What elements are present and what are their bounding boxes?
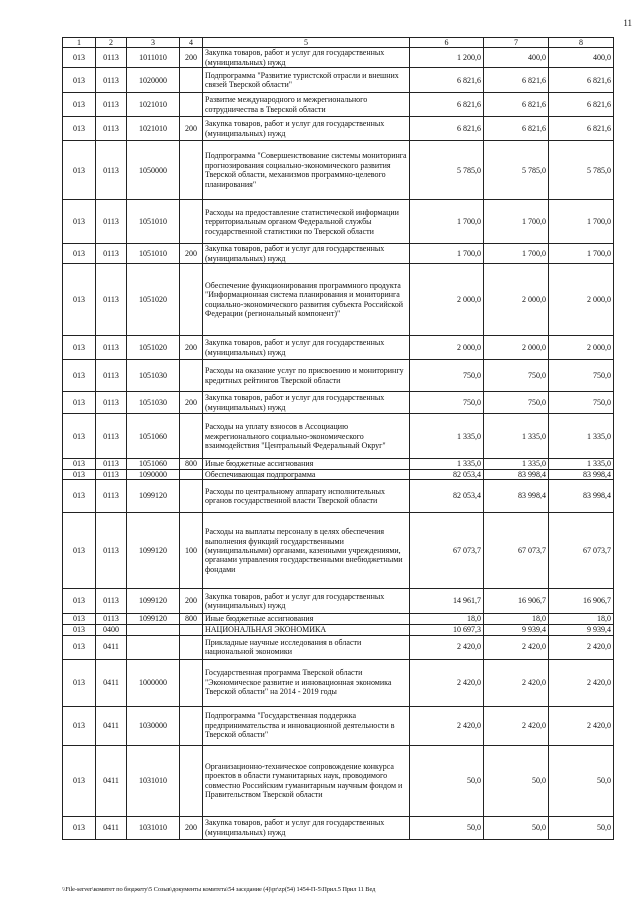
cell-amount-col6: 1 200,0: [410, 48, 484, 68]
table-row: [63, 469, 614, 479]
table-row: [63, 659, 614, 706]
cell-amount-col8: 6 821,6: [549, 68, 614, 93]
budget-table-body: [63, 48, 614, 839]
table-row: [63, 589, 614, 614]
cell-target-code: 1051020: [127, 336, 180, 360]
cell-amount-col8: 1 700,0: [549, 200, 614, 244]
budget-table: [62, 37, 614, 840]
cell-code-1: 013: [63, 360, 96, 392]
table-row: [63, 48, 614, 68]
cell-amount-col6: 50,0: [410, 816, 484, 839]
cell-amount-col8: 67 073,7: [549, 513, 614, 589]
cell-expense-type: [180, 635, 203, 659]
cell-description: Закупка товаров, работ и услуг для государственных (муниципальных) нужд: [203, 816, 410, 839]
cell-amount-col8: 16 906,7: [549, 589, 614, 614]
cell-code-1: 013: [63, 244, 96, 264]
cell-amount-col8: 6 821,6: [549, 93, 614, 117]
cell-description: Обеспечение функционирования программного продукта "Информационная система планирования и мониторинга социально-экономического развития субъекта Российской Федерации (региональный компонент)": [203, 264, 410, 336]
cell-amount-col7: 750,0: [484, 360, 549, 392]
cell-code-1: 013: [63, 68, 96, 93]
cell-amount-col7: 16 906,7: [484, 589, 549, 614]
cell-code-1: 013: [63, 659, 96, 706]
cell-amount-col6: 5 785,0: [410, 141, 484, 200]
cell-amount-col7: 50,0: [484, 745, 549, 816]
cell-amount-col6: 82 053,4: [410, 469, 484, 479]
cell-amount-col8: 750,0: [549, 360, 614, 392]
table-row: [63, 244, 614, 264]
cell-expense-type: 200: [180, 48, 203, 68]
column-header: 1: [63, 38, 96, 48]
cell-amount-col7: 83 998,4: [484, 480, 549, 513]
cell-expense-type: 800: [180, 459, 203, 469]
cell-section: 0113: [96, 360, 127, 392]
cell-target-code: 1021010: [127, 117, 180, 141]
cell-description: Подпрограмма "Государственная поддержка предпринимательства и инновационной деятельности в Тверской области": [203, 706, 410, 745]
cell-description: Иные бюджетные ассигнования: [203, 614, 410, 624]
cell-expense-type: 200: [180, 589, 203, 614]
cell-description: Расходы на оказание услуг по присвоению и мониторингу кредитных рейтингов Тверской области: [203, 360, 410, 392]
cell-amount-col7: 6 821,6: [484, 93, 549, 117]
cell-target-code: 1099120: [127, 614, 180, 624]
cell-amount-col7: 2 000,0: [484, 336, 549, 360]
cell-amount-col8: 2 420,0: [549, 635, 614, 659]
cell-target-code: 1051010: [127, 244, 180, 264]
cell-expense-type: 800: [180, 614, 203, 624]
table-row: [63, 200, 614, 244]
table-row: [63, 480, 614, 513]
cell-code-1: 013: [63, 480, 96, 513]
cell-amount-col6: 2 420,0: [410, 659, 484, 706]
cell-expense-type: 200: [180, 392, 203, 414]
cell-section: 0113: [96, 469, 127, 479]
cell-section: 0113: [96, 414, 127, 459]
cell-expense-type: [180, 469, 203, 479]
cell-expense-type: [180, 624, 203, 635]
table-row: [63, 93, 614, 117]
cell-description: Иные бюджетные ассигнования: [203, 459, 410, 469]
cell-description: Расходы на уплату взносов в Ассоциацию межрегионального социально-экономического взаимодействия "Центральный Федеральный Округ": [203, 414, 410, 459]
cell-amount-col7: 9 939,4: [484, 624, 549, 635]
cell-amount-col8: 1 700,0: [549, 244, 614, 264]
cell-amount-col8: 9 939,4: [549, 624, 614, 635]
cell-target-code: 1030000: [127, 706, 180, 745]
cell-code-1: 013: [63, 414, 96, 459]
page-number: 11: [623, 18, 632, 28]
cell-amount-col8: 2 000,0: [549, 336, 614, 360]
column-header: 4: [180, 38, 203, 48]
cell-amount-col6: 6 821,6: [410, 68, 484, 93]
cell-expense-type: 100: [180, 513, 203, 589]
cell-section: 0113: [96, 264, 127, 336]
cell-code-1: 013: [63, 392, 96, 414]
cell-amount-col6: 82 053,4: [410, 480, 484, 513]
table-row: [63, 117, 614, 141]
cell-expense-type: [180, 745, 203, 816]
column-header: 3: [127, 38, 180, 48]
cell-amount-col7: 67 073,7: [484, 513, 549, 589]
cell-target-code: 1021010: [127, 93, 180, 117]
table-row: [63, 635, 614, 659]
cell-description: Расходы по центральному аппарату исполнительных органов государственной власти Тверской области: [203, 480, 410, 513]
table-row: [63, 706, 614, 745]
cell-code-1: 013: [63, 706, 96, 745]
cell-expense-type: [180, 68, 203, 93]
cell-amount-col6: 14 961,7: [410, 589, 484, 614]
cell-amount-col7: 400,0: [484, 48, 549, 68]
cell-section: 0113: [96, 68, 127, 93]
cell-target-code: 1099120: [127, 480, 180, 513]
cell-description: Развитие международного и межрегионального сотрудничества в Тверской области: [203, 93, 410, 117]
cell-code-1: 013: [63, 459, 96, 469]
cell-section: 0113: [96, 117, 127, 141]
cell-amount-col8: 50,0: [549, 745, 614, 816]
column-header: 2: [96, 38, 127, 48]
table-row: [63, 392, 614, 414]
cell-code-1: 013: [63, 48, 96, 68]
cell-code-1: 013: [63, 141, 96, 200]
cell-amount-col7: 83 998,4: [484, 469, 549, 479]
table-row: [63, 414, 614, 459]
cell-amount-col6: 67 073,7: [410, 513, 484, 589]
cell-amount-col8: 18,0: [549, 614, 614, 624]
cell-code-1: 013: [63, 513, 96, 589]
cell-section: 0113: [96, 141, 127, 200]
cell-description: Подпрограмма "Развитие туристской отрасли и внешних связей Тверской области": [203, 68, 410, 93]
cell-section: 0113: [96, 244, 127, 264]
cell-amount-col7: 1 700,0: [484, 200, 549, 244]
cell-target-code: 1020000: [127, 68, 180, 93]
cell-amount-col7: 18,0: [484, 614, 549, 624]
cell-section: 0411: [96, 706, 127, 745]
table-row: [63, 336, 614, 360]
table-row: [63, 68, 614, 93]
cell-target-code: 1099120: [127, 589, 180, 614]
cell-amount-col7: 2 000,0: [484, 264, 549, 336]
cell-amount-col8: 2 420,0: [549, 659, 614, 706]
cell-description: Подпрограмма "Совершенствование системы мониторинга прогнозирования социально-экономического развития Тверской области, механизмов программно-целевого планирования": [203, 141, 410, 200]
cell-section: 0400: [96, 624, 127, 635]
cell-amount-col7: 1 700,0: [484, 244, 549, 264]
cell-amount-col8: 1 335,0: [549, 414, 614, 459]
cell-amount-col7: 1 335,0: [484, 414, 549, 459]
cell-target-code: 1051030: [127, 360, 180, 392]
cell-description: Закупка товаров, работ и услуг для государственных (муниципальных) нужд: [203, 589, 410, 614]
cell-amount-col7: 6 821,6: [484, 68, 549, 93]
cell-amount-col6: 6 821,6: [410, 117, 484, 141]
cell-description: Закупка товаров, работ и услуг для государственных (муниципальных) нужд: [203, 392, 410, 414]
cell-amount-col8: 83 998,4: [549, 480, 614, 513]
table-row: [63, 264, 614, 336]
cell-amount-col8: 750,0: [549, 392, 614, 414]
cell-amount-col7: 2 420,0: [484, 635, 549, 659]
cell-expense-type: [180, 480, 203, 513]
cell-amount-col6: 750,0: [410, 392, 484, 414]
cell-amount-col7: 6 821,6: [484, 117, 549, 141]
cell-description: Расходы на выплаты персоналу в целях обеспечения выполнения функций государственными (муниципальными) органами, казенными учреждениями, органами управления государственными внебюджетными фондами: [203, 513, 410, 589]
cell-description: Закупка товаров, работ и услуг для государственных (муниципальных) нужд: [203, 336, 410, 360]
cell-description: Закупка товаров, работ и услуг для государственных (муниципальных) нужд: [203, 117, 410, 141]
cell-amount-col6: 6 821,6: [410, 93, 484, 117]
column-header: 7: [484, 38, 549, 48]
cell-amount-col6: 2 000,0: [410, 336, 484, 360]
cell-expense-type: 200: [180, 816, 203, 839]
cell-expense-type: [180, 264, 203, 336]
file-path-footer: \\File-server\комитет по бюджету\5 Созыв\документы комитета\54 заседание (4)\pr\zp(54) 1454-П-5\Прил.5 Прил 11 Вед: [62, 886, 376, 893]
cell-section: 0113: [96, 614, 127, 624]
cell-section: 0411: [96, 745, 127, 816]
cell-code-1: 013: [63, 614, 96, 624]
cell-target-code: 1051060: [127, 414, 180, 459]
cell-amount-col6: 10 697,3: [410, 624, 484, 635]
cell-section: 0411: [96, 816, 127, 839]
cell-amount-col6: 2 420,0: [410, 635, 484, 659]
cell-expense-type: [180, 93, 203, 117]
cell-expense-type: [180, 414, 203, 459]
cell-code-1: 013: [63, 117, 96, 141]
cell-code-1: 013: [63, 264, 96, 336]
cell-amount-col7: 2 420,0: [484, 706, 549, 745]
cell-target-code: 1051060: [127, 459, 180, 469]
table-row: [63, 816, 614, 839]
cell-amount-col7: 50,0: [484, 816, 549, 839]
table-row: [63, 459, 614, 469]
cell-description: НАЦИОНАЛЬНАЯ ЭКОНОМИКА: [203, 624, 410, 635]
cell-description: Прикладные научные исследования в области национальной экономики: [203, 635, 410, 659]
cell-code-1: 013: [63, 200, 96, 244]
cell-section: 0113: [96, 48, 127, 68]
cell-amount-col8: 83 998,4: [549, 469, 614, 479]
cell-section: 0113: [96, 200, 127, 244]
column-header: 8: [549, 38, 614, 48]
table-row: [63, 745, 614, 816]
table-row: [63, 360, 614, 392]
cell-expense-type: [180, 141, 203, 200]
cell-target-code: [127, 635, 180, 659]
cell-amount-col6: 2 420,0: [410, 706, 484, 745]
cell-amount-col6: 1 335,0: [410, 459, 484, 469]
cell-amount-col8: 2 420,0: [549, 706, 614, 745]
cell-code-1: 013: [63, 624, 96, 635]
cell-amount-col7: 5 785,0: [484, 141, 549, 200]
cell-code-1: 013: [63, 816, 96, 839]
cell-target-code: 1099120: [127, 513, 180, 589]
cell-expense-type: 200: [180, 336, 203, 360]
cell-target-code: 1031010: [127, 816, 180, 839]
column-header: 6: [410, 38, 484, 48]
cell-section: 0113: [96, 480, 127, 513]
column-header: 5: [203, 38, 410, 48]
cell-section: 0411: [96, 659, 127, 706]
cell-description: Государственная программа Тверской области "Экономическое развитие и инновационная экономика Тверской области" на 2014 - 2019 годы: [203, 659, 410, 706]
cell-amount-col6: 1 335,0: [410, 414, 484, 459]
cell-amount-col8: 400,0: [549, 48, 614, 68]
cell-section: 0411: [96, 635, 127, 659]
cell-section: 0113: [96, 459, 127, 469]
cell-amount-col8: 50,0: [549, 816, 614, 839]
cell-amount-col7: 750,0: [484, 392, 549, 414]
cell-section: 0113: [96, 93, 127, 117]
cell-code-1: 013: [63, 589, 96, 614]
cell-code-1: 013: [63, 93, 96, 117]
cell-section: 0113: [96, 513, 127, 589]
cell-amount-col6: 18,0: [410, 614, 484, 624]
cell-description: Обеспечивающая подпрограмма: [203, 469, 410, 479]
cell-target-code: 1051010: [127, 200, 180, 244]
cell-description: Закупка товаров, работ и услуг для государственных (муниципальных) нужд: [203, 244, 410, 264]
column-number-row: [63, 38, 614, 48]
cell-amount-col6: 50,0: [410, 745, 484, 816]
cell-amount-col8: 2 000,0: [549, 264, 614, 336]
cell-amount-col6: 1 700,0: [410, 244, 484, 264]
cell-amount-col6: 2 000,0: [410, 264, 484, 336]
cell-target-code: 1051030: [127, 392, 180, 414]
table-row: [63, 624, 614, 635]
cell-amount-col8: 5 785,0: [549, 141, 614, 200]
cell-target-code: 1011010: [127, 48, 180, 68]
cell-code-1: 013: [63, 635, 96, 659]
cell-expense-type: 200: [180, 244, 203, 264]
cell-amount-col6: 750,0: [410, 360, 484, 392]
cell-expense-type: 200: [180, 117, 203, 141]
cell-code-1: 013: [63, 469, 96, 479]
cell-amount-col8: 1 335,0: [549, 459, 614, 469]
cell-amount-col8: 6 821,6: [549, 117, 614, 141]
cell-description: Организационно-техническое сопровождение конкурса проектов в области гуманитарных наук, проводимого совместно Российским гуманитарным научным фондом и Правительством Тверской области: [203, 745, 410, 816]
table-row: [63, 614, 614, 624]
table-row: [63, 141, 614, 200]
cell-target-code: [127, 624, 180, 635]
cell-amount-col7: 1 335,0: [484, 459, 549, 469]
cell-target-code: 1000000: [127, 659, 180, 706]
cell-section: 0113: [96, 336, 127, 360]
cell-amount-col7: 2 420,0: [484, 659, 549, 706]
table-row: [63, 513, 614, 589]
cell-expense-type: [180, 360, 203, 392]
cell-section: 0113: [96, 392, 127, 414]
cell-description: Расходы на предоставление статистической информации территориальным органом Федеральной службы государственной статистики по Тверской области: [203, 200, 410, 244]
cell-amount-col6: 1 700,0: [410, 200, 484, 244]
cell-section: 0113: [96, 589, 127, 614]
cell-expense-type: [180, 659, 203, 706]
cell-target-code: 1051020: [127, 264, 180, 336]
cell-code-1: 013: [63, 745, 96, 816]
cell-code-1: 013: [63, 336, 96, 360]
cell-expense-type: [180, 706, 203, 745]
cell-target-code: 1090000: [127, 469, 180, 479]
cell-description: Закупка товаров, работ и услуг для государственных (муниципальных) нужд: [203, 48, 410, 68]
cell-expense-type: [180, 200, 203, 244]
cell-target-code: 1050000: [127, 141, 180, 200]
cell-target-code: 1031010: [127, 745, 180, 816]
